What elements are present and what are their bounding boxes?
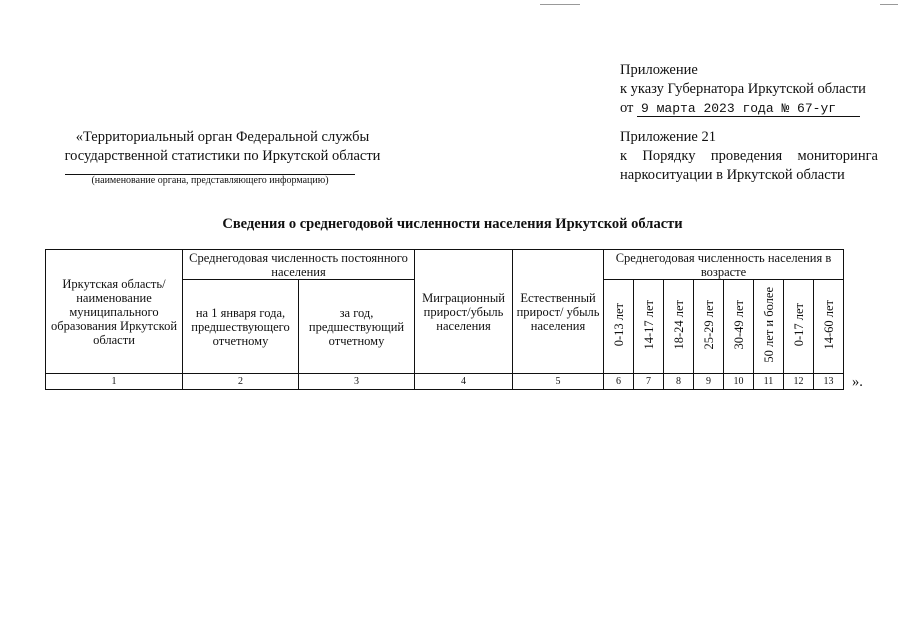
appendix21-header xyxy=(620,128,878,185)
column-number: 5 xyxy=(513,374,604,390)
appendix-line3 xyxy=(620,99,866,118)
appendix21-word: Порядку xyxy=(642,148,696,164)
column-number: 12 xyxy=(784,374,814,390)
age-label: 0-17 лет xyxy=(791,303,806,347)
column-number: 1 xyxy=(46,374,183,390)
column-number: 10 xyxy=(724,374,754,390)
document-title: Сведения о среднегодовой численности населения Иркутской области xyxy=(222,216,683,232)
scan-mark xyxy=(540,4,580,5)
age-label: 18-24 лет xyxy=(671,300,686,350)
scan-mark xyxy=(880,4,898,5)
column-number: 9 xyxy=(694,374,724,390)
column-number: 11 xyxy=(754,374,784,390)
age-label: 14-17 лет xyxy=(641,300,656,350)
closing-quote: ». xyxy=(852,374,863,390)
column-number: 7 xyxy=(634,374,664,390)
age-label: 50 лет и более xyxy=(761,287,776,363)
header-age-cell xyxy=(724,280,754,374)
age-label: 0-13 лет xyxy=(611,303,626,347)
column-number: 4 xyxy=(415,374,513,390)
appendix-date-prefix: от xyxy=(620,100,634,116)
header-age-cell xyxy=(634,280,664,374)
header-age-cell xyxy=(754,280,784,374)
appendix-line2: к указу Губернатора Иркутской области xyxy=(620,81,866,97)
age-label: 30-49 лет xyxy=(731,300,746,350)
column-number: 6 xyxy=(604,374,634,390)
organization-name xyxy=(30,128,415,166)
header-region: Иркутская область/ наименование муниципального образования Иркутской области xyxy=(46,250,183,374)
statistics-table xyxy=(45,249,844,390)
header-population-group: Среднегодовая численность постоянного населения xyxy=(183,250,415,280)
appendix-date: 9 марта 2023 года № 67-уг xyxy=(637,101,860,117)
column-number: 2 xyxy=(183,374,299,390)
column-number: 3 xyxy=(299,374,415,390)
appendix21-word: мониторинга xyxy=(797,148,878,164)
column-number: 8 xyxy=(664,374,694,390)
appendix21-word: к xyxy=(620,148,628,164)
org-line2: государственной статистики по Иркутской области xyxy=(64,148,381,164)
age-label: 25-29 лет xyxy=(701,300,716,350)
header-year: за год, предшествующий отчетному xyxy=(299,280,415,374)
header-age-group: Среднегодовая численность населения в возрасте xyxy=(604,250,844,280)
header-age-cell xyxy=(664,280,694,374)
appendix-header xyxy=(620,61,866,118)
org-note: (наименование органа, представляющего информацию) xyxy=(91,175,329,186)
appendix21-line1: Приложение 21 xyxy=(620,129,716,145)
header-age-cell xyxy=(784,280,814,374)
column-number-row xyxy=(46,374,844,390)
appendix21-line3: наркоситуации в Иркутской области xyxy=(620,167,845,183)
header-natural-growth: Естественный прирост/ убыль населения xyxy=(513,250,604,374)
header-age-cell xyxy=(694,280,724,374)
header-age-cell xyxy=(814,280,844,374)
age-label: 14-60 лет xyxy=(821,300,836,350)
org-line1: «Территориальный орган Федеральной службы xyxy=(75,129,370,145)
header-jan1: на 1 января года, предшествующего отчетному xyxy=(183,280,299,374)
appendix-line1: Приложение xyxy=(620,62,698,78)
header-migration: Миграционный прирост/убыль населения xyxy=(415,250,513,374)
appendix21-line2 xyxy=(620,147,878,166)
appendix21-word: проведения xyxy=(710,148,783,164)
header-age-cell xyxy=(604,280,634,374)
column-number: 13 xyxy=(814,374,844,390)
